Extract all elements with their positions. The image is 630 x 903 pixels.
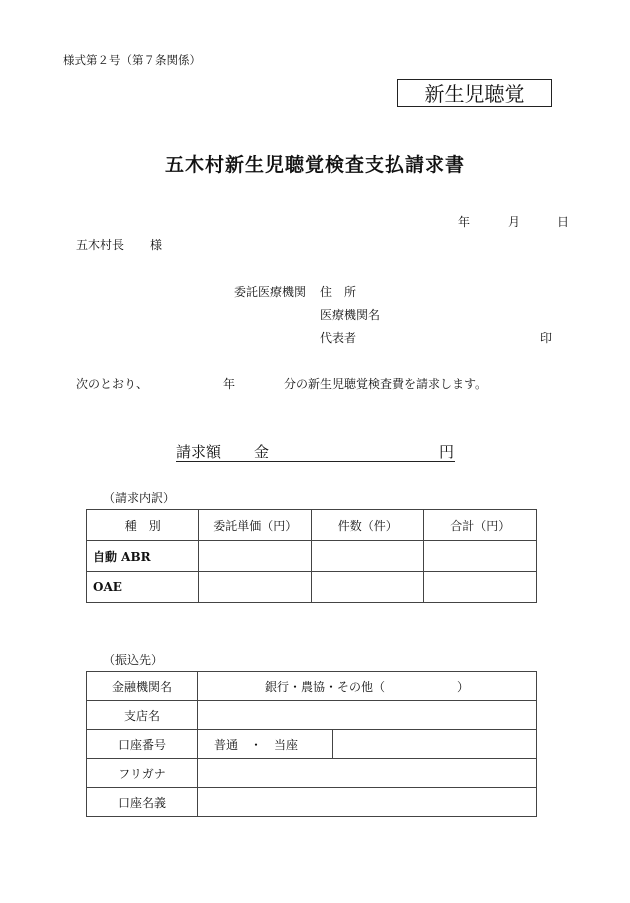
category-box: 新生児聴覚 — [397, 79, 552, 107]
statement-year: 年 — [223, 377, 236, 391]
total-cell[interactable] — [424, 572, 537, 603]
statement-prefix: 次のとおり、 — [76, 377, 149, 391]
account-number-cell[interactable] — [333, 730, 537, 759]
header-total: 合計（円） — [424, 510, 537, 541]
branch-cell[interactable] — [198, 701, 537, 730]
header-unit-price: 委託単価（円） — [199, 510, 312, 541]
total-cell[interactable] — [424, 541, 537, 572]
date-year: 年 — [458, 215, 471, 229]
document-title: 五木村新生児聴覚検査支払請求書 — [164, 154, 465, 176]
table-row — [87, 701, 537, 730]
row-label-oae: OAE — [87, 572, 199, 603]
bank-caption: （振込先） — [103, 653, 164, 667]
date-day: 日 — [557, 215, 570, 229]
furigana-label: フリガナ — [87, 759, 198, 788]
amount-currency-prefix: 金 — [254, 443, 270, 461]
bank-table — [86, 671, 537, 817]
breakdown-caption: （請求内訳） — [103, 491, 176, 505]
institution-label: 金融機関名 — [87, 672, 198, 701]
table-row — [87, 788, 537, 817]
provider-name-label: 医療機関名 — [320, 308, 381, 322]
unit-price-cell[interactable] — [199, 541, 312, 572]
addressee-honorific: 様 — [150, 238, 163, 252]
furigana-cell[interactable] — [198, 759, 537, 788]
statement-suffix: 分の新生児聴覚検査費を請求します。 — [284, 377, 488, 391]
table-row — [87, 759, 537, 788]
addressee-name: 五木村長 — [76, 238, 125, 252]
count-cell[interactable] — [311, 572, 424, 603]
provider-representative-label: 代表者 — [320, 331, 357, 345]
header-type: 種 別 — [87, 510, 199, 541]
account-name-label: 口座名義 — [87, 788, 198, 817]
account-name-cell[interactable] — [198, 788, 537, 817]
provider-address-label: 住 所 — [320, 285, 357, 299]
account-type[interactable]: 普通 ・ 当座 — [198, 730, 333, 759]
table-row — [87, 572, 537, 603]
table-row — [87, 730, 537, 759]
header-count: 件数（件） — [311, 510, 424, 541]
date-month: 月 — [508, 215, 521, 229]
institution-options[interactable]: 銀行・農協・その他（ ） — [198, 672, 537, 701]
row-label-abr: 自動 ABR — [87, 541, 199, 572]
amount-unit: 円 — [439, 443, 455, 461]
form-number: 様式第２号（第７条関係） — [63, 53, 201, 67]
breakdown-header-row — [87, 510, 537, 541]
breakdown-table — [86, 509, 537, 603]
provider-heading: 委託医療機関 — [234, 285, 307, 299]
amount-label: 請求額 — [176, 443, 222, 461]
seal-mark: 印 — [540, 331, 553, 345]
amount-line — [176, 441, 455, 462]
table-row — [87, 541, 537, 572]
unit-price-cell[interactable] — [199, 572, 312, 603]
count-cell[interactable] — [311, 541, 424, 572]
branch-label: 支店名 — [87, 701, 198, 730]
table-row — [87, 672, 537, 701]
account-number-label: 口座番号 — [87, 730, 198, 759]
